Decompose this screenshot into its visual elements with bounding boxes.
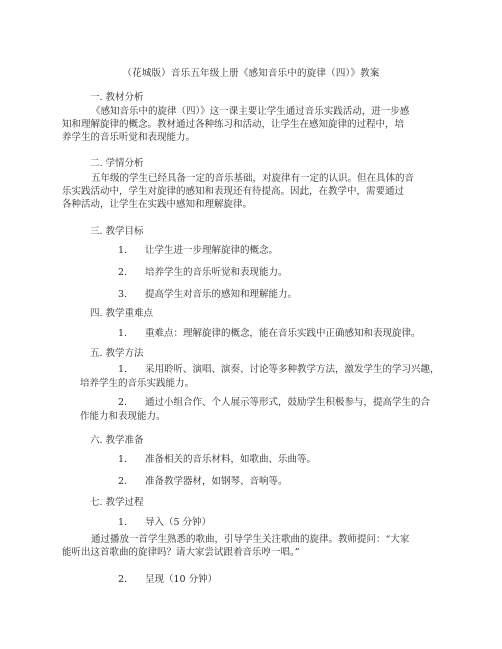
list-text: 培养学生的音乐听觉和表现能力。 [145,267,288,278]
list-item [118,242,278,256]
list-number: 2. [118,267,128,278]
document-title: （花城版）音乐五年级上册《感知音乐中的旋律（四）》教案 [122,68,380,79]
list-number: 1. [118,517,128,528]
list-text: 重难点：理解旋律的概念，能在音乐实践中正确感知和表现旋律。 [145,328,421,339]
list-text: 让学生进一步理解旋律的概念。 [145,245,279,256]
list-text: 通过小组合作、个人展示等形式，鼓励学生积极参与，提高学生的合 [145,397,431,408]
list-text: 呈现（10 分钟） [145,574,218,585]
list-item [80,363,440,391]
list-text: 提高学生对音乐的感知和理解能力。 [145,289,298,300]
list-item [118,473,288,487]
paragraph-line: 《感知音乐中的旋律（四）》这一课主要让学生通过音乐实践活动，进一步感 [91,106,410,117]
heading-teaching-methods: 五. 教学方法 [90,348,144,359]
paragraph-line: 各种活动，让学生在实践中感知和理解旋律。 [62,199,253,210]
list-text-continued: 培养学生的音乐实践能力。 [80,378,195,389]
heading-student-analysis: 二. 学情分析 [90,158,144,169]
list-number: 1. [118,245,128,256]
paragraph-line: 能听出这首歌曲的旋律吗？请大家尝试跟着音乐哼一唱。” [62,547,300,558]
list-number: 3. [118,289,128,300]
list-text: 准备教学器材，如钢琴、音响等。 [145,476,288,487]
heading-teaching-preparation: 六. 教学准备 [90,435,144,446]
heading-key-difficulties: 四. 教学重难点 [90,308,154,319]
list-text: 导入（5 分钟） [145,517,212,528]
paragraph-student-analysis [62,172,442,211]
list-text-continued: 作能力和表现能力。 [80,411,166,422]
list-item [80,396,440,424]
list-number: 2. [118,574,128,585]
list-text: 采用聆听、演唱、演奏、讨论等多种教学方法，激发学生的学习兴趣， [145,364,440,375]
paragraph-line: 通过播放一首学生熟悉的歌曲，引导学生关注歌曲的旋律。教师提问：“大家 [91,534,410,545]
list-item [118,514,211,528]
heading-teaching-goals: 三. 教学目标 [90,226,144,237]
list-item [118,571,217,585]
list-text: 准备相关的音乐材料，如歌曲、乐曲等。 [145,454,317,465]
list-number: 2. [118,397,128,408]
list-item [118,286,297,300]
paragraph-line: 知和理解旋律的概念。教材通过各种练习和活动，让学生在感知旋律的过程中，培 [62,119,405,130]
heading-teaching-process: 七. 教学过程 [90,497,144,508]
list-item [118,264,288,278]
list-number: 1. [118,328,128,339]
heading-textbook-analysis: 一. 教材分析 [90,92,144,103]
list-item [118,325,421,339]
list-number: 1. [118,364,128,375]
list-item [118,451,316,465]
list-number: 2. [118,476,128,487]
paragraph-introduction [62,533,442,559]
paragraph-line: 五年级的学生已经具备一定的音乐基础，对旋律有一定的认识。但在具体的音 [91,173,415,184]
paragraph-line: 乐实践活动中，学生对旋律的感知和表现还有待提高。因此，在教学中，需要通过 [62,186,405,197]
list-number: 1. [118,454,128,465]
paragraph-line: 养学生的音乐听觉和表现能力。 [62,132,196,143]
paragraph-textbook-analysis [62,105,442,144]
